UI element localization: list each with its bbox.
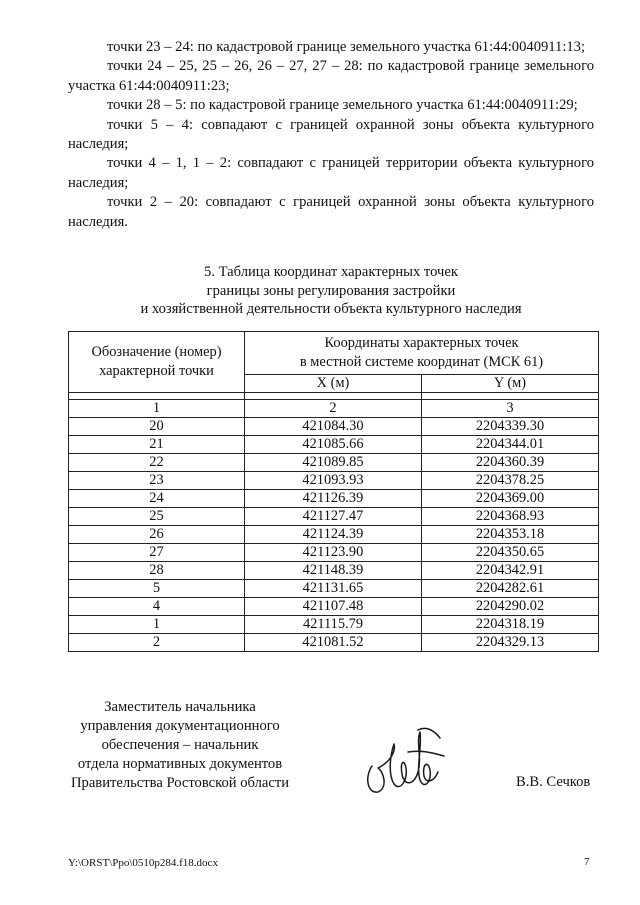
point-number-cell: 24 [69,490,245,508]
point-number-cell: 27 [69,544,245,562]
x-coordinate-cell: 421123.90 [245,544,422,562]
table-row [69,508,599,526]
paragraph-5: точки 4 – 1, 1 – 2: совпадают с границей территории объекта культурного наследия; [68,155,594,191]
table-row [69,544,599,562]
header-point-designation: Обозначение (номер) характерной точки [69,332,245,393]
heading-line-1: 5. Таблица координат характерных точек [204,264,458,280]
coordinates-table [68,331,599,652]
handwritten-signature [360,722,450,800]
table-row [69,418,599,436]
point-number-cell: 5 [69,580,245,598]
header-y: Y (м) [422,375,599,393]
point-number-cell: 21 [69,436,245,454]
x-coordinate-cell: 421124.39 [245,526,422,544]
paragraph-1: точки 23 – 24: по кадастровой границе земельного участка 61:44:0040911:13; [107,39,586,55]
table-row [69,562,599,580]
table-row [69,490,599,508]
index-cell: 1 [69,400,245,418]
x-coordinate-cell: 421084.30 [245,418,422,436]
table-heading [68,263,594,319]
table-row [69,526,599,544]
point-number-cell: 28 [69,562,245,580]
table-row [69,580,599,598]
x-coordinate-cell: 421107.48 [245,598,422,616]
signatory-name: В.В. Сечков [516,774,591,790]
point-number-cell: 1 [69,616,245,634]
x-coordinate-cell: 421127.47 [245,508,422,526]
y-coordinate-cell: 2204360.39 [422,454,599,472]
y-coordinate-cell: 2204353.18 [422,526,599,544]
paragraph-6: точки 2 – 20: совпадают с границей охранной зоны объекта культурного наследия. [68,194,594,230]
table-row [69,472,599,490]
x-coordinate-cell: 421126.39 [245,490,422,508]
paragraph-2: точки 24 – 25, 25 – 26, 26 – 27, 27 – 28: по кадастровой границе земельного участка 61:44:0040911:23; [68,58,594,94]
y-coordinate-cell: 2204344.01 [422,436,599,454]
table-row [69,454,599,472]
header-coordinates: Координаты характерных точек в местной системе координат (МСК 61) [245,332,599,375]
table-row [69,634,599,652]
signatory-position: Заместитель начальника управления документационного обеспечения – начальник отдела нормативных документов Правительства Ростовской области [70,699,290,791]
y-coordinate-cell: 2204369.00 [422,490,599,508]
x-coordinate-cell: 421081.52 [245,634,422,652]
table-row [69,436,599,454]
y-coordinate-cell: 2204350.65 [422,544,599,562]
x-coordinate-cell: 421089.85 [245,454,422,472]
y-coordinate-cell: 2204318.19 [422,616,599,634]
header-x: X (м) [245,375,422,393]
y-coordinate-cell: 2204339.30 [422,418,599,436]
paragraph-4: точки 5 – 4: совпадают с границей охранной зоны объекта культурного наследия; [68,116,594,153]
x-coordinate-cell: 421085.66 [245,436,422,454]
table-row [69,598,599,616]
heading-line-3: и хозяйственной деятельности объекта культурного наследия [140,301,522,317]
table-row [69,616,599,634]
table-gap-row [69,393,599,400]
page-number: 7 [584,856,590,868]
y-coordinate-cell: 2204282.61 [422,580,599,598]
point-number-cell: 25 [69,508,245,526]
heading-line-2: границы зоны регулирования застройки [206,282,456,299]
x-coordinate-cell: 421131.65 [245,580,422,598]
point-number-cell: 26 [69,526,245,544]
footer-file-path: Y:\ORST\Ppo\0510p284.f18.docx [68,857,218,869]
y-coordinate-cell: 2204290.02 [422,598,599,616]
paragraph-3: точки 28 – 5: по кадастровой границе земельного участка 61:44:0040911:29; [107,97,578,114]
boundary-description [68,38,594,232]
point-number-cell: 22 [69,454,245,472]
point-number-cell: 4 [69,598,245,616]
index-cell: 3 [422,400,599,418]
x-coordinate-cell: 421093.93 [245,472,422,490]
index-cell: 2 [245,400,422,418]
x-coordinate-cell: 421115.79 [245,616,422,634]
y-coordinate-cell: 2204378.25 [422,472,599,490]
point-number-cell: 2 [69,634,245,652]
point-number-cell: 20 [69,418,245,436]
y-coordinate-cell: 2204329.13 [422,634,599,652]
y-coordinate-cell: 2204342.91 [422,562,599,580]
x-coordinate-cell: 421148.39 [245,562,422,580]
table-index-row [69,400,599,418]
point-number-cell: 23 [69,472,245,490]
y-coordinate-cell: 2204368.93 [422,508,599,526]
table-header-row-1 [69,332,599,375]
